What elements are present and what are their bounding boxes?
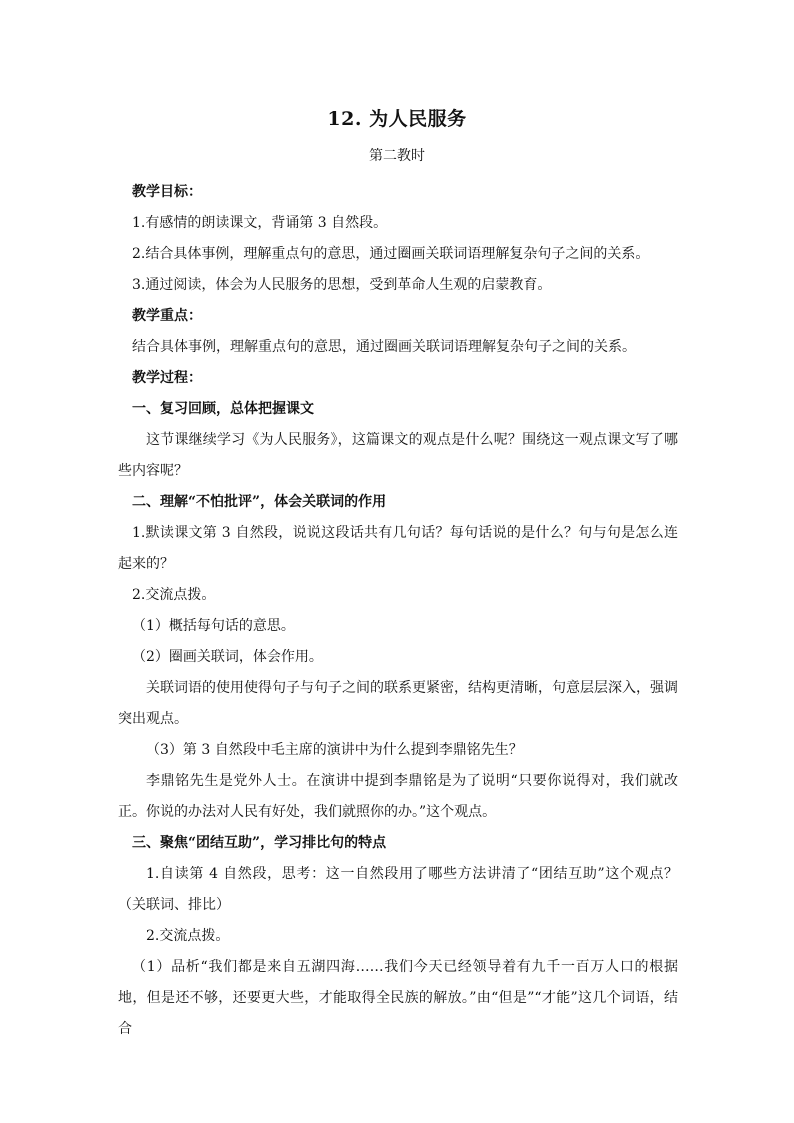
section-heading-objectives: 教学目标：: [132, 184, 202, 200]
key-point-text: 结合具体事例，理解重点句的意思，通过圈画关联词语理解复杂句子之间的关系。: [132, 339, 636, 355]
paragraph: 2.交流点拨。: [132, 587, 216, 603]
paragraph: （1）概括每句话的意思。: [132, 618, 295, 634]
process-step-heading: 二、理解“不怕批评”，体会关联词的作用: [132, 494, 387, 510]
paragraph: 关联词语的使用使得句子与句子之间的联系更紧密，结构更清晰，句意层层深入，强调突出观点。: [118, 680, 678, 727]
paragraph: （3）第 3 自然段中毛主席的演讲中为什么提到李鼎铭先生？: [146, 742, 523, 758]
paragraph: 李鼎铭先生是党外人士。在演讲中提到李鼎铭是为了说明“只要你说得对，我们就改正。你说的办法对人民有好处，我们就照你的办。”这个观点。: [118, 773, 678, 820]
paragraph: 这节课继续学习《为人民服务》，这篇课文的观点是什么呢？围绕这一观点课文写了哪些内容呢？: [118, 432, 678, 479]
paragraph: （1）品析“我们都是来自五湖四海……我们今天已经领导着有九千一百万人口的根据地，但是还不够，还要更大些，才能取得全民族的解放。”由“但是”“才能”这几个词语，结合: [118, 959, 678, 1037]
document-title: 12. 为人民服务: [327, 108, 467, 130]
document-subtitle: 第二教时: [369, 148, 425, 164]
section-heading-process: 教学过程：: [132, 370, 202, 386]
objective-item: 3.通过阅读，体会为人民服务的思想，受到革命人生观的启蒙教育。: [132, 277, 552, 293]
paragraph: 1.自读第 4 自然段，思考：这一自然段用了哪些方法讲清了“团结互助”这个观点？（关联词、排比）: [118, 866, 678, 913]
process-step-heading: 一、复习回顾，总体把握课文: [132, 401, 314, 417]
objective-item: 2.结合具体事例，理解重点句的意思，通过圈画关联词语理解复杂句子之间的关系。: [132, 246, 650, 262]
paragraph: 1.默读课文第 3 自然段，说说这段话共有几句话？每句话说的是什么？句与句是怎么连起来的？: [118, 525, 678, 572]
process-step-heading: 三、聚焦“团结互助”，学习排比句的特点: [132, 835, 387, 851]
objective-item: 1.有感情的朗读课文，背诵第 3 自然段。: [132, 215, 388, 231]
paragraph: 2.交流点拨。: [146, 928, 230, 944]
paragraph: （2）圈画关联词，体会作用。: [132, 649, 323, 665]
document-body: [118, 177, 678, 1045]
section-heading-key-points: 教学重点：: [132, 308, 202, 324]
